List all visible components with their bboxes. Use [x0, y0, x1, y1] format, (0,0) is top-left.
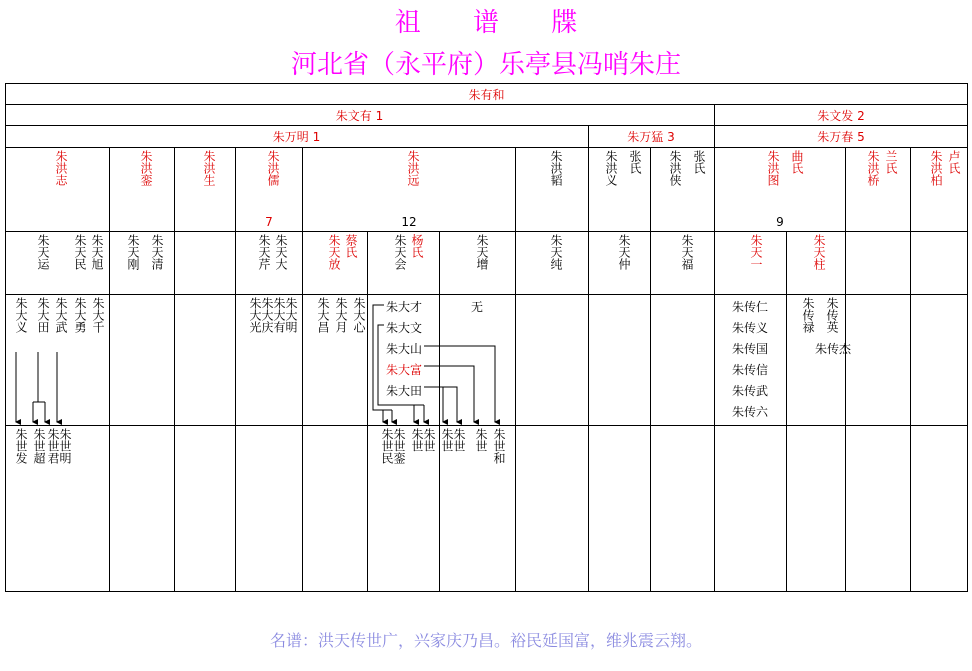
gen7-name: 朱世和 — [492, 428, 506, 464]
gen4-name-6: 朱洪韬 — [549, 150, 563, 186]
naming-motto: 名谱：洪天传世广，兴家庆乃昌。裕民延国富，维兆震云翔。 — [269, 631, 702, 650]
gen4-count-9: 9 — [776, 215, 784, 229]
gen5-name: 朱天仲 — [617, 234, 631, 270]
gen5-name: 朱天旭 — [90, 234, 104, 270]
gen6-name: 朱传禄 — [801, 297, 815, 333]
gen6-name: 朱传国 — [732, 342, 769, 356]
gen4-name-2: 朱洪銮 — [139, 150, 153, 186]
gen5-name: 朱天清 — [150, 234, 164, 270]
gen6-name: 朱传信 — [732, 363, 769, 377]
gen4-name-9b: 曲氏 — [790, 150, 804, 174]
gen4-name-5: 朱洪远 — [406, 150, 420, 186]
gen4-name-9a: 朱洪图 — [766, 150, 780, 186]
gen4-name-11b: 卢氏 — [947, 150, 961, 174]
gen5-name: 朱天运 — [36, 234, 50, 270]
gen5-name: 蔡氏 — [344, 234, 358, 258]
gen5-name: 杨氏 — [410, 234, 424, 258]
gen4-name-3: 朱洪生 — [202, 150, 216, 186]
gen6-name: 朱大山 — [386, 342, 423, 356]
gen6-name: 朱大昌 — [316, 297, 330, 333]
gen7-name: 朱世明 — [58, 428, 72, 464]
gen6-name: 朱大月 — [334, 297, 348, 333]
gen6-name: 朱大庆 — [260, 297, 274, 333]
gen6-name: 朱大文 — [386, 321, 423, 335]
gen5-name: 朱天放 — [327, 234, 341, 270]
gen7-name: 朱世发 — [14, 428, 28, 464]
gen4-name-10b: 兰氏 — [884, 150, 898, 174]
gen7-name: 朱世超 — [32, 428, 46, 464]
gen5-name: 朱天纯 — [549, 234, 563, 270]
gen4-name-10a: 朱洪桥 — [866, 150, 880, 186]
gen4-count-4: 7 — [265, 215, 273, 229]
gen4-name-7a: 朱洪义 — [604, 150, 618, 186]
gen5-name: 朱天民 — [73, 234, 87, 270]
gen4-name-1: 朱洪志 — [54, 150, 68, 186]
gen4-name-8a: 朱洪侠 — [668, 150, 682, 186]
gen7-name: 朱世 — [422, 428, 436, 452]
gen5-name: 朱天大 — [274, 234, 288, 270]
gen5-name: 朱天柱 — [812, 234, 826, 270]
gen3-son-2: 朱万猛 3 — [627, 130, 675, 144]
gen6-name: 朱传义 — [732, 321, 769, 335]
gen5-name: 朱天芹 — [257, 234, 271, 270]
gen6-name: 朱大富 — [386, 363, 423, 377]
gen6-name: 朱大明 — [284, 297, 298, 333]
gen4-name-7b: 张氏 — [628, 150, 642, 174]
gen6-name: 朱大义 — [14, 297, 28, 333]
gen7-name: 朱世君 — [46, 428, 60, 464]
gen6-name: 朱大光 — [248, 297, 262, 333]
gen6-name: 朱大才 — [386, 300, 423, 314]
page-title: 祖 谱 牒 — [394, 8, 600, 38]
gen6-name: 无 — [471, 300, 484, 314]
gen6-name: 朱大武 — [54, 297, 68, 333]
gen7-name: 朱世民 — [380, 428, 394, 464]
gen7-name: 朱世 — [440, 428, 454, 452]
gen2-son-1: 朱文有 1 — [335, 109, 384, 123]
gen6-name: 朱大田 — [386, 384, 423, 398]
gen5-name: 朱天会 — [393, 234, 407, 270]
gen4-count-5: 12 — [401, 215, 417, 229]
gen5-name: 朱天一 — [749, 234, 763, 270]
gen6-name: 朱传杰 — [815, 342, 852, 356]
gen4-name-4: 朱洪儒 — [266, 150, 280, 186]
gen5-name: 朱天刚 — [126, 234, 140, 270]
gen7-name: 朱世 — [452, 428, 466, 452]
gen6-name: 朱大千 — [91, 297, 105, 333]
gen4-name-8b: 张氏 — [692, 150, 706, 174]
gen6-name: 朱传英 — [825, 297, 839, 333]
gen6-name: 朱大田 — [36, 297, 50, 333]
gen6-name: 朱大有 — [272, 297, 286, 333]
gen7-name: 朱世 — [410, 428, 424, 452]
page-subtitle: 河北省（永平府）乐亭县冯哨朱庄 — [290, 50, 681, 80]
gen6-name: 朱传六 — [732, 405, 769, 419]
gen4-name-11a: 朱洪柏 — [929, 150, 943, 186]
gen1-root: 朱有和 — [468, 88, 505, 102]
gen2-son-2: 朱文发 2 — [817, 109, 865, 123]
gen5-name: 朱天增 — [475, 234, 489, 270]
gen7-name: 朱世銮 — [392, 428, 406, 464]
gen7-name: 朱世 — [474, 428, 488, 452]
gen6-name: 朱传武 — [732, 384, 769, 398]
gen5-name: 朱天福 — [680, 234, 694, 270]
gen3-son-3: 朱万春 5 — [817, 130, 865, 144]
gen3-son-1: 朱万明 1 — [272, 130, 321, 144]
gen6-name: 朱大心 — [352, 297, 366, 333]
gen6-name: 朱传仁 — [732, 300, 769, 314]
gen6-name: 朱大勇 — [73, 297, 87, 333]
